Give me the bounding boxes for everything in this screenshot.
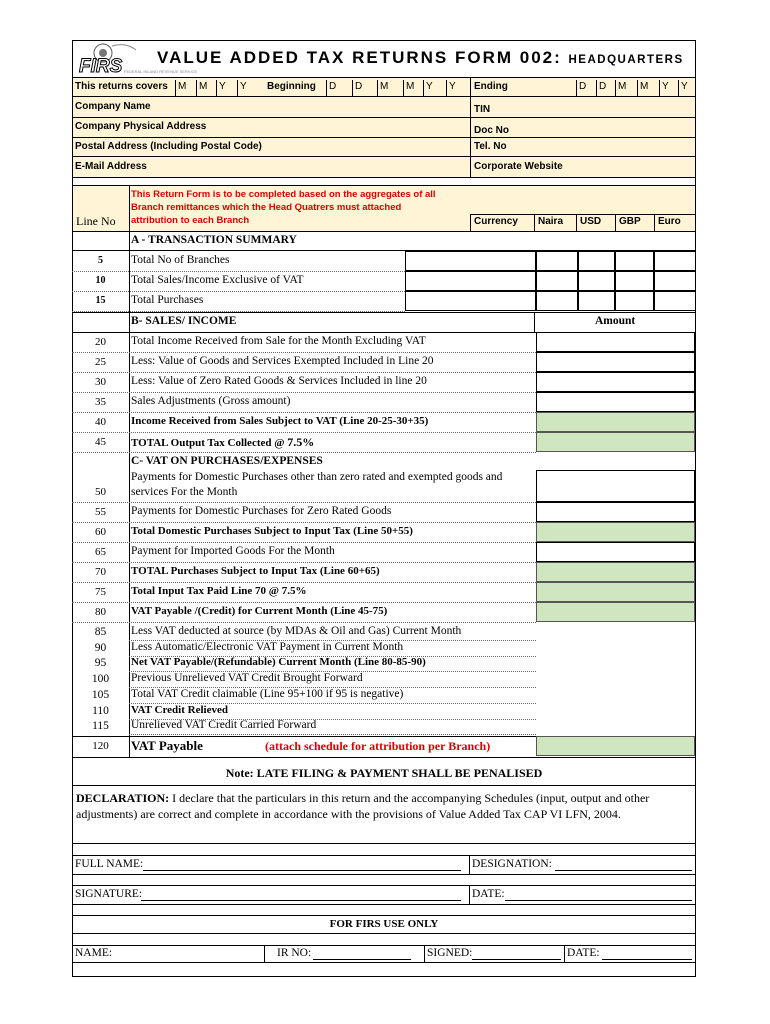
- firs-ir-label: IR NO:: [277, 947, 312, 959]
- amount-input[interactable]: [536, 372, 695, 392]
- line-number: 110: [92, 704, 109, 717]
- email-label: E-Mail Address: [75, 161, 147, 172]
- line-number: 45: [95, 436, 106, 448]
- line-description: VAT Credit Relieved: [131, 703, 228, 716]
- currency-amount-input[interactable]: [405, 251, 536, 271]
- instruction-text: [131, 188, 436, 227]
- firs-name-label: NAME:: [75, 947, 113, 959]
- line-number: 50: [95, 486, 106, 498]
- line-number: 60: [95, 526, 106, 538]
- currency-amount-input[interactable]: [654, 291, 696, 311]
- line-number: 95: [94, 657, 107, 670]
- date-digit-cell[interactable]: D: [352, 80, 377, 97]
- website-label: Corporate Website: [474, 161, 563, 172]
- tel-no-label: Tel. No: [474, 141, 507, 152]
- line-number: 80: [95, 606, 106, 618]
- section-a-title: A - TRANSACTION SUMMARY: [131, 234, 297, 246]
- signature-label: SIGNATURE:: [75, 888, 143, 900]
- instruction-line-3: attribution to each Branch: [131, 215, 250, 226]
- line-description: Total No of Branches: [131, 254, 230, 266]
- vat-payable-amount[interactable]: [536, 736, 695, 756]
- row-divider: [72, 502, 536, 503]
- company-address-label: Company Physical Address: [75, 121, 207, 132]
- total-amount-input[interactable]: [536, 412, 695, 432]
- line-number: 40: [95, 416, 106, 428]
- row-divider: [72, 622, 536, 623]
- instruction-line-2: Branch remittances which the Head Quatrers must attached: [131, 202, 402, 213]
- date-digit-cell[interactable]: M: [175, 80, 196, 97]
- line-description-rate: 7.5%: [287, 435, 315, 449]
- signature-field[interactable]: [141, 900, 461, 901]
- row-divider: [72, 432, 536, 433]
- row-divider: [72, 271, 405, 272]
- declaration-text: I declare that the particulars in this return and the accompanying Schedules (input, output and other adjustments) are correct and complete in accordance with the provisions of Value Added Tax CAP VI LFN, 2004.: [76, 791, 650, 821]
- line-number: 35: [95, 396, 106, 408]
- currency-amount-input[interactable]: [405, 271, 536, 291]
- total-amount-input[interactable]: [536, 432, 695, 452]
- line-description: Net VAT Payable/(Refundable) Current Month (Line 80-85-90): [131, 656, 426, 669]
- currency-amount-input[interactable]: [536, 251, 578, 271]
- total-amount-input[interactable]: [536, 582, 695, 602]
- currency-amount-input[interactable]: [578, 271, 615, 291]
- line-description-prefix: TOTAL Output Tax Collected @: [131, 437, 288, 449]
- line-number: 25: [95, 356, 106, 368]
- designation-field[interactable]: [555, 870, 692, 871]
- row-divider: [72, 562, 536, 563]
- amount-input[interactable]: [536, 542, 695, 562]
- currency-naira: Naira: [538, 216, 564, 227]
- row-divider: [72, 542, 536, 543]
- date-digit-cell[interactable]: Y: [216, 80, 237, 97]
- amount-input[interactable]: [536, 392, 695, 412]
- line-description: Unrelieved VAT Credit Carried Forward: [131, 719, 317, 732]
- currency-gbp: GBP: [619, 216, 641, 227]
- beginning-label: Beginning: [267, 81, 316, 92]
- line-number: 10: [95, 275, 106, 286]
- line-number: 100: [91, 673, 110, 686]
- covers-label: This returns covers: [75, 81, 168, 92]
- line-number: 70: [95, 566, 106, 578]
- line-number: 20: [95, 336, 106, 348]
- date-digit-cell[interactable]: D: [596, 80, 615, 97]
- firs-signed-field[interactable]: [472, 959, 561, 960]
- line-description-2: services For the Month: [131, 486, 238, 498]
- date-field[interactable]: [505, 900, 692, 901]
- attach-schedule-note: (attach schedule for attribution per Branch): [265, 739, 491, 753]
- line-description: Less: Value of Zero Rated Goods & Services Included in line 20: [131, 375, 427, 387]
- line-description: Sales Adjustments (Gross amount): [131, 395, 291, 407]
- date-digit-cell[interactable]: Y: [446, 80, 470, 97]
- date-digit-cell[interactable]: D: [326, 80, 352, 97]
- line-number: 75: [95, 586, 106, 598]
- amount-header: Amount: [595, 315, 636, 327]
- line-description: Payment for Imported Goods For the Month: [131, 545, 335, 557]
- line-description: Payments for Domestic Purchases for Zero Rated Goods: [131, 505, 392, 517]
- amount-input[interactable]: [536, 352, 695, 372]
- logo-ring-text: FEDERAL INLAND REVENUE SERVICE: [124, 69, 198, 74]
- date-digit-cell[interactable]: Y: [659, 80, 678, 97]
- form-title-main: VALUE ADDED TAX RETURNS FORM 002:: [157, 48, 562, 67]
- line-description-1: Payments for Domestic Purchases other than zero rated and exempted goods and: [131, 471, 503, 483]
- postal-address-label: Postal Address (Including Postal Code): [75, 141, 262, 152]
- line-number: 55: [95, 506, 106, 518]
- line-number: 115: [92, 720, 109, 733]
- row-divider: [72, 352, 536, 353]
- line-number: 120: [92, 740, 109, 752]
- currency-amount-input[interactable]: [536, 271, 578, 291]
- date-label: DATE:: [472, 888, 505, 900]
- currency-amount-input[interactable]: [615, 251, 654, 271]
- currency-amount-input[interactable]: [405, 291, 536, 311]
- amount-input[interactable]: [536, 332, 695, 352]
- currency-amount-input[interactable]: [654, 251, 696, 271]
- line-description: VAT Payable /(Credit) for Current Month (Line 45-75): [131, 605, 388, 617]
- row-divider: [72, 452, 536, 453]
- currency-amount-input[interactable]: [578, 291, 615, 311]
- row-divider: [72, 291, 405, 292]
- date-digit-cell[interactable]: Y: [678, 80, 696, 97]
- row-divider: [72, 582, 536, 583]
- line-description: Less Automatic/Electronic VAT Payment in Current Month: [131, 640, 404, 653]
- designation-label: DESIGNATION:: [472, 858, 552, 870]
- line-no-header: Line No: [76, 214, 116, 228]
- date-digit-cell[interactable]: M: [196, 80, 216, 97]
- section-b-title: B- SALES/ INCOME: [131, 315, 237, 327]
- date-digit-cell[interactable]: Y: [423, 80, 446, 97]
- line-description: Less VAT deducted at source (by MDAs & Oil and Gas) Current Month: [131, 625, 462, 637]
- firs-ir-field[interactable]: [313, 959, 411, 960]
- date-digit-cell[interactable]: M: [615, 80, 637, 97]
- logo-text: FIRS: [79, 56, 123, 77]
- line-description: [131, 435, 314, 450]
- line-description: Total Income Received from Sale for the Month Excluding VAT: [131, 335, 426, 347]
- total-amount-input[interactable]: [536, 522, 695, 542]
- currency-amount-input[interactable]: [536, 291, 578, 311]
- line-description: TOTAL Purchases Subject to Input Tax (Line 60+65): [131, 565, 380, 577]
- line-description: Income Received from Sales Subject to VAT (Line 20-25-30+35): [131, 415, 429, 427]
- amount-input[interactable]: [536, 502, 695, 522]
- row-divider: [72, 372, 536, 373]
- form-title: [157, 48, 684, 68]
- currency-amount-input[interactable]: [578, 251, 615, 271]
- firs-logo: [76, 42, 198, 77]
- row-divider: [72, 392, 536, 393]
- form-title-sub: HEADQUARTERS: [568, 54, 684, 66]
- firs-use-title: FOR FIRS USE ONLY: [329, 918, 439, 930]
- date-digit-cell[interactable]: M: [403, 80, 423, 97]
- line-description: Less: Value of Goods and Services Exempted Included in Line 20: [131, 355, 434, 367]
- line-number: 105: [91, 688, 110, 701]
- full-name-label: FULL NAME:: [75, 858, 144, 870]
- company-name-label: Company Name: [75, 101, 151, 112]
- date-digit-cell[interactable]: D: [576, 80, 596, 97]
- line-number: 15: [95, 295, 106, 306]
- date-digit-cell[interactable]: M: [637, 80, 659, 97]
- row-divider: [72, 412, 536, 413]
- line-description: Total Domestic Purchases Subject to Input Tax (Line 50+55): [131, 525, 413, 537]
- line-description: Total VAT Credit claimable (Line 95+100 if 95 is negative): [131, 687, 404, 700]
- line-description: Total Input Tax Paid Line 70 @ 7.5%: [131, 585, 307, 597]
- instruction-line-1: This Return Form is to be completed based on the aggregates of all: [131, 189, 436, 200]
- line-number: 65: [95, 546, 106, 558]
- currency-amount-input[interactable]: [615, 291, 654, 311]
- line-description: Total Purchases: [131, 294, 204, 306]
- tin-label: TIN: [474, 104, 491, 115]
- currency-euro: Euro: [658, 216, 681, 227]
- firs-date-field[interactable]: [602, 959, 692, 960]
- declaration-heading: DECLARATION:: [76, 791, 170, 805]
- row-divider: [72, 522, 536, 523]
- line-number: 30: [95, 376, 106, 388]
- row-divider: [72, 602, 536, 603]
- amount-input[interactable]: [536, 470, 695, 502]
- currency-usd: USD: [580, 216, 602, 227]
- date-digit-cell[interactable]: M: [377, 80, 403, 97]
- ending-label: Ending: [474, 81, 508, 92]
- total-amount-input[interactable]: [536, 602, 695, 622]
- firs-signed-label: SIGNED:: [427, 947, 473, 959]
- doc-no-label: Doc No: [474, 125, 509, 136]
- full-name-field[interactable]: [143, 870, 461, 871]
- declaration: [76, 790, 692, 822]
- date-digit-cell[interactable]: Y: [237, 80, 263, 97]
- vat-payable-label: VAT Payable: [131, 738, 203, 753]
- line-description: Previous Unrelieved VAT Credit Brought Forward: [131, 672, 363, 685]
- firs-date-label: DATE:: [567, 947, 600, 959]
- section-c-title: C- VAT ON PURCHASES/EXPENSES: [131, 455, 323, 467]
- currency-header: Currency: [474, 216, 518, 227]
- line-number: 90: [94, 641, 107, 654]
- line-number: 85: [94, 626, 107, 638]
- currency-amount-input[interactable]: [654, 271, 696, 291]
- currency-amount-input[interactable]: [615, 271, 654, 291]
- company-name-field[interactable]: [76, 113, 466, 116]
- total-amount-input[interactable]: [536, 562, 695, 582]
- line-description: Total Sales/Income Exclusive of VAT: [131, 274, 304, 286]
- late-filing-note: Note: LATE FILING & PAYMENT SHALL BE PENALISED: [225, 766, 543, 780]
- line-number: 5: [98, 255, 103, 266]
